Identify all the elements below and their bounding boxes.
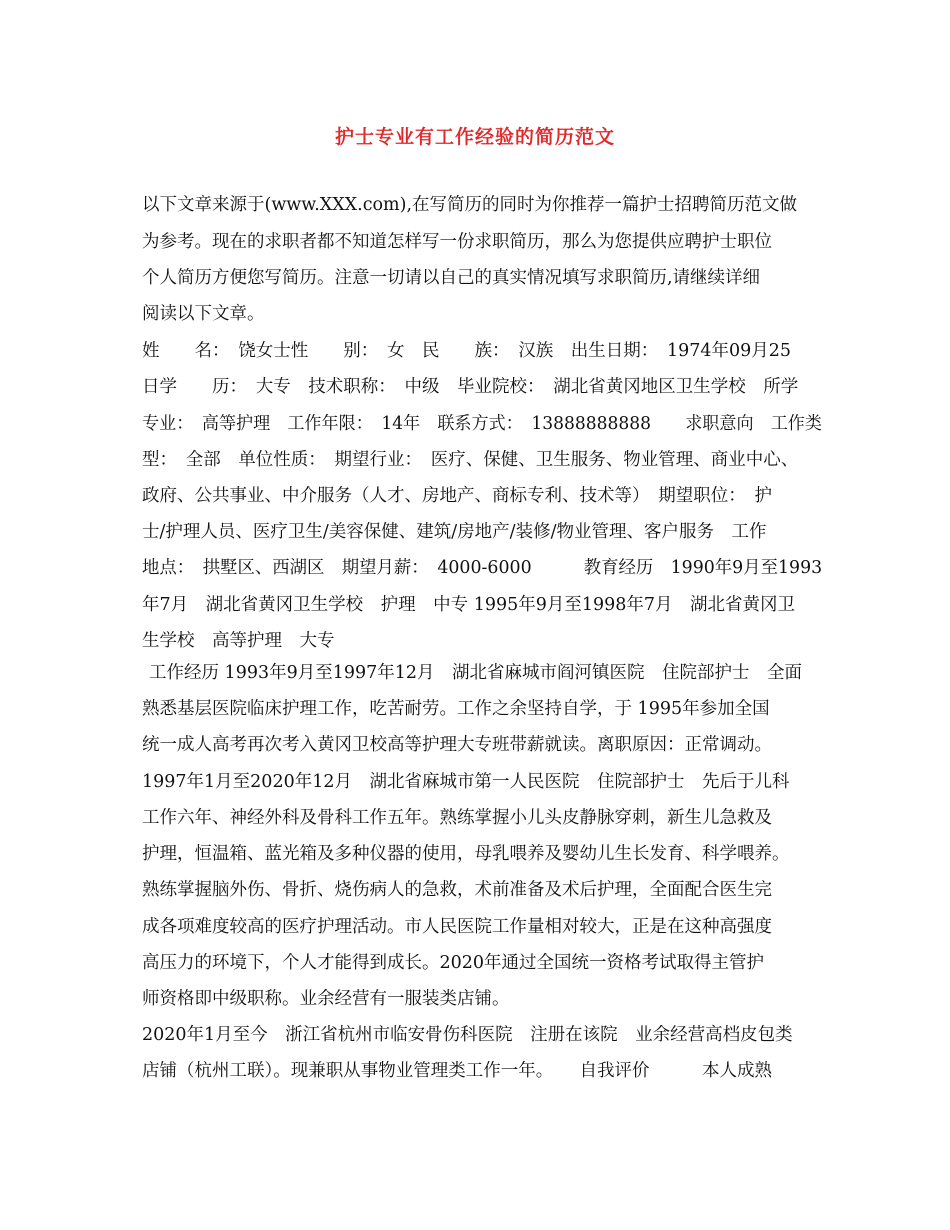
body-line: 以下文章来源于(www.XXX.com),在写简历的同时为你推荐一篇护士招聘简历范文做	[142, 195, 798, 215]
body-line: 日学 历： 大专 技术职称： 中级 毕业院校： 湖北省黄冈地区卫生学校 所学	[142, 377, 799, 397]
body-line: 店铺（杭州工联）。现兼职从事物业管理类工作一年。 自我评价 本人成熟	[142, 1061, 772, 1081]
body-line: 政府、公共事业、中介服务（人才、房地产、商标专利、技术等） 期望职位： 护	[142, 486, 772, 506]
body-line: 熟悉基层医院临床护理工作，吃苦耐劳。工作之余坚持自学，于 1995年参加全国	[142, 699, 770, 719]
body-line: 地点： 拱墅区、西湖区 期望月薪： 4000-6000 教育经历 1990年9月至1993	[142, 558, 823, 578]
body-line: 高压力的环境下，个人才能得到成长。2020年通过全国统一资格考试取得主管护	[142, 953, 765, 973]
body-line: 阅读以下文章。	[142, 304, 265, 324]
body-line: 姓 名： 饶女士性 别： 女 民 族： 汉族 出生日期： 1974年09月25	[142, 341, 792, 361]
body-line: 士/护理人员、医疗卫生/美容保健、建筑/房地产/装修/物业管理、客户服务 工作	[142, 522, 767, 542]
body-line: 工作经历 1993年9月至1997年12月 湖北省麻城市阎河镇医院 住院部护士 全面	[149, 663, 803, 683]
body-line: 1997年1月至2020年12月 湖北省麻城市第一人民医院 住院部护士 先后于儿科	[142, 772, 790, 792]
body-line: 统一成人高考再次考入黄冈卫校高等护理大专班带薪就读。离职原因：正常调动。	[142, 735, 772, 755]
body-line: 熟练掌握脑外伤、骨折、烧伤病人的急救，术前准备及术后护理，全面配合医生完	[142, 880, 772, 900]
body-line: 年7月 湖北省黄冈卫生学校 护理 中专 1995年9月至1998年7月 湖北省黄冈卫	[142, 595, 796, 615]
body-line: 师资格即中级职称。业余经营有一服装类店铺。	[142, 989, 510, 1009]
body-line: 生学校 高等护理 大专	[142, 631, 335, 651]
body-line: 护理，恒温箱、蓝光箱及多种仪器的使用，母乳喂养及婴幼儿生长发育、科学喂养。	[142, 844, 790, 864]
body-line: 2020年1月至今 浙江省杭州市临安骨伤科医院 注册在该院 业余经营高档皮包类	[142, 1025, 793, 1045]
body-line: 型： 全部 单位性质： 期望行业： 医疗、保健、卫生服务、物业管理、商业中心、	[142, 450, 799, 470]
body-line: 成各项难度较高的医疗护理活动。市人民医院工作量相对较大，正是在这种高强度	[142, 917, 772, 937]
document-title: 护士专业有工作经验的简历范文	[334, 126, 615, 148]
body-line: 个人简历方便您写简历。注意一切请以自己的真实情况填写求职简历,请继续详细	[142, 268, 761, 288]
body-line: 为参考。现在的求职者都不知道怎样写一份求职简历，那么为您提供应聘护士职位	[142, 232, 772, 252]
body-line: 专业： 高等护理 工作年限： 14年 联系方式： 13888888888 求职意向 工作类	[142, 414, 822, 434]
body-line: 工作六年、神经外科及骨科工作五年。熟练掌握小儿头皮静脉穿刺，新生儿急救及	[142, 808, 772, 828]
